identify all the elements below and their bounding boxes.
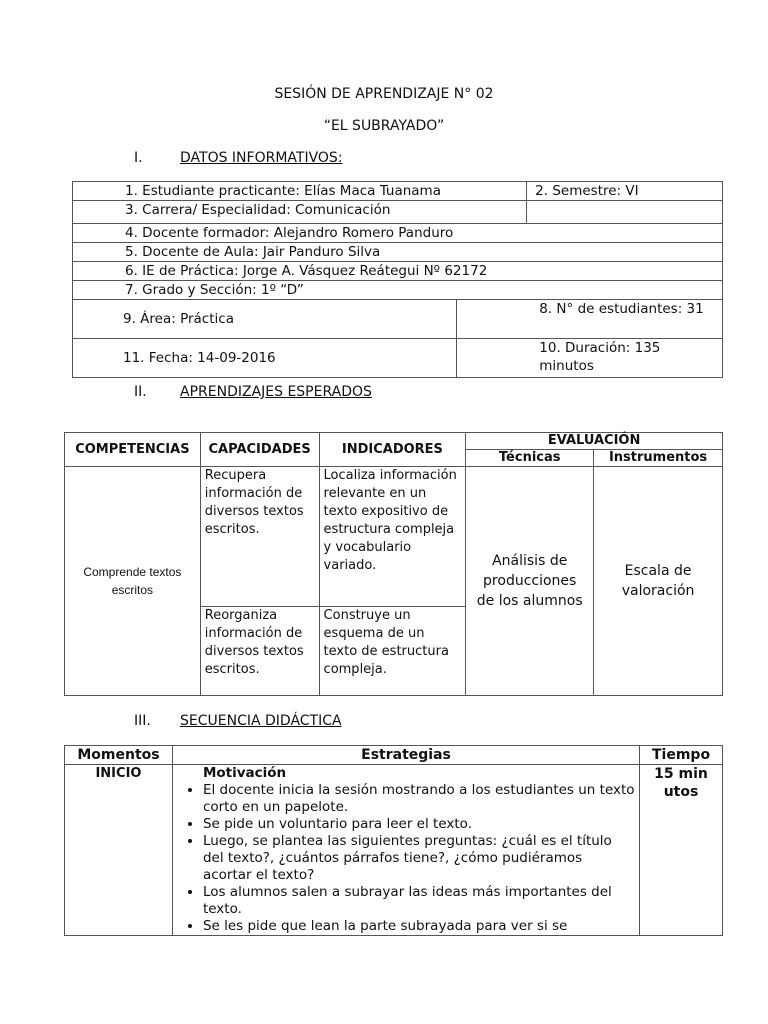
list-item: • Se pide un voluntario para leer el texto. [203,816,635,833]
carrera-cell: 3. Carrera/ Especialidad: Comunicación [73,201,527,224]
table-row [73,201,723,224]
grado-cell: 7. Grado y Sección: 1º “D” [73,281,723,300]
section-heading-datos [134,150,343,166]
section-number: I. [134,150,143,166]
empty-cell [527,201,723,224]
header-capacidades: CAPACIDADES [200,433,319,467]
document-subtitle: “EL SUBRAYADO” [323,118,445,134]
table-row [73,182,723,201]
datos-informativos-table [72,181,723,378]
capacidad-cell: Recupera información de diversos textos escritos. [200,467,319,607]
table-header-row [65,746,723,765]
estudiante-cell: 1. Estudiante practicante: Elías Maca Tuanama [73,182,527,201]
aprendizajes-table [64,432,723,696]
tecnica-cell: Análisis de producciones de los alumnos [466,467,594,696]
section-title: DATOS INFORMATIVOS: [180,150,343,166]
competencia-cell: Comprende textos escritos [65,467,201,696]
area-cell: 9. Área: Práctica [73,300,457,339]
section-title: APRENDIZAJES ESPERADOS [180,384,372,400]
duracion-cell: 10. Duración: 135 minutos [457,339,723,378]
fecha-cell: 11. Fecha: 14-09-2016 [73,339,457,378]
table-row [73,262,723,281]
capacidad-cell: Reorganiza información de diversos textos escritos. [200,607,319,696]
table-row [73,281,723,300]
table-row [65,467,723,607]
header-evaluacion: EVALUACIÓN [466,433,723,450]
table-row [73,243,723,262]
header-indicadores: INDICADORES [319,433,466,467]
section-number: III. [134,713,151,729]
secuencia-table [64,745,723,936]
header-instrumentos: Instrumentos [594,450,723,467]
table-header-row [65,433,723,450]
header-tecnicas: Técnicas [466,450,594,467]
header-momentos: Momentos [65,746,173,765]
table-row [73,300,723,339]
tiempo-cell: 15 minutos [640,765,723,936]
ie-cell: 6. IE de Práctica: Jorge A. Vásquez Reátegui Nº 62172 [73,262,723,281]
momento-cell: INICIO [65,765,173,936]
list-item: • El docente inicia la sesión mostrando a los estudiantes un texto corto en un papelote. [203,782,635,816]
formador-cell: 4. Docente formador: Alejandro Romero Panduro [73,224,723,243]
header-competencias: COMPETENCIAS [65,433,201,467]
list-item: • Se les pide que lean la parte subrayada para ver si se [203,918,635,935]
table-row [65,765,723,936]
estrategia-subtitle: Motivación [202,765,287,781]
section-heading-aprendizajes [134,384,372,400]
indicador-cell: Localiza información relevante en un texto expositivo de estructura compleja y vocabulario variado. [319,467,466,607]
instrumento-cell: Escala de valoración [594,467,723,696]
semestre-cell: 2. Semestre: VI [527,182,723,201]
table-row [73,224,723,243]
header-estrategias: Estrategias [172,746,639,765]
estudiantes-cell: 8. N° de estudiantes: 31 [457,300,723,339]
section-heading-secuencia [134,713,342,729]
section-number: II. [134,384,147,400]
estrategias-list [173,782,639,935]
list-item: • Luego, se plantea las siguientes preguntas: ¿cuál es el título del texto?, ¿cuántos párrafos tiene?, ¿cómo pudiéramos acortar el texto? [203,833,635,884]
indicador-cell: Construye un esquema de un texto de estructura compleja. [319,607,466,696]
document-title: SESIÓN DE APRENDIZAJE N° 02 [274,86,494,102]
table-row [73,339,723,378]
aula-cell: 5. Docente de Aula: Jair Panduro Silva [73,243,723,262]
list-item: • Los alumnos salen a subrayar las ideas más importantes del texto. [203,884,635,918]
header-tiempo: Tiempo [640,746,723,765]
section-title: SECUENCIA DIDÁCTICA [180,713,342,729]
estrategias-cell [172,765,639,936]
